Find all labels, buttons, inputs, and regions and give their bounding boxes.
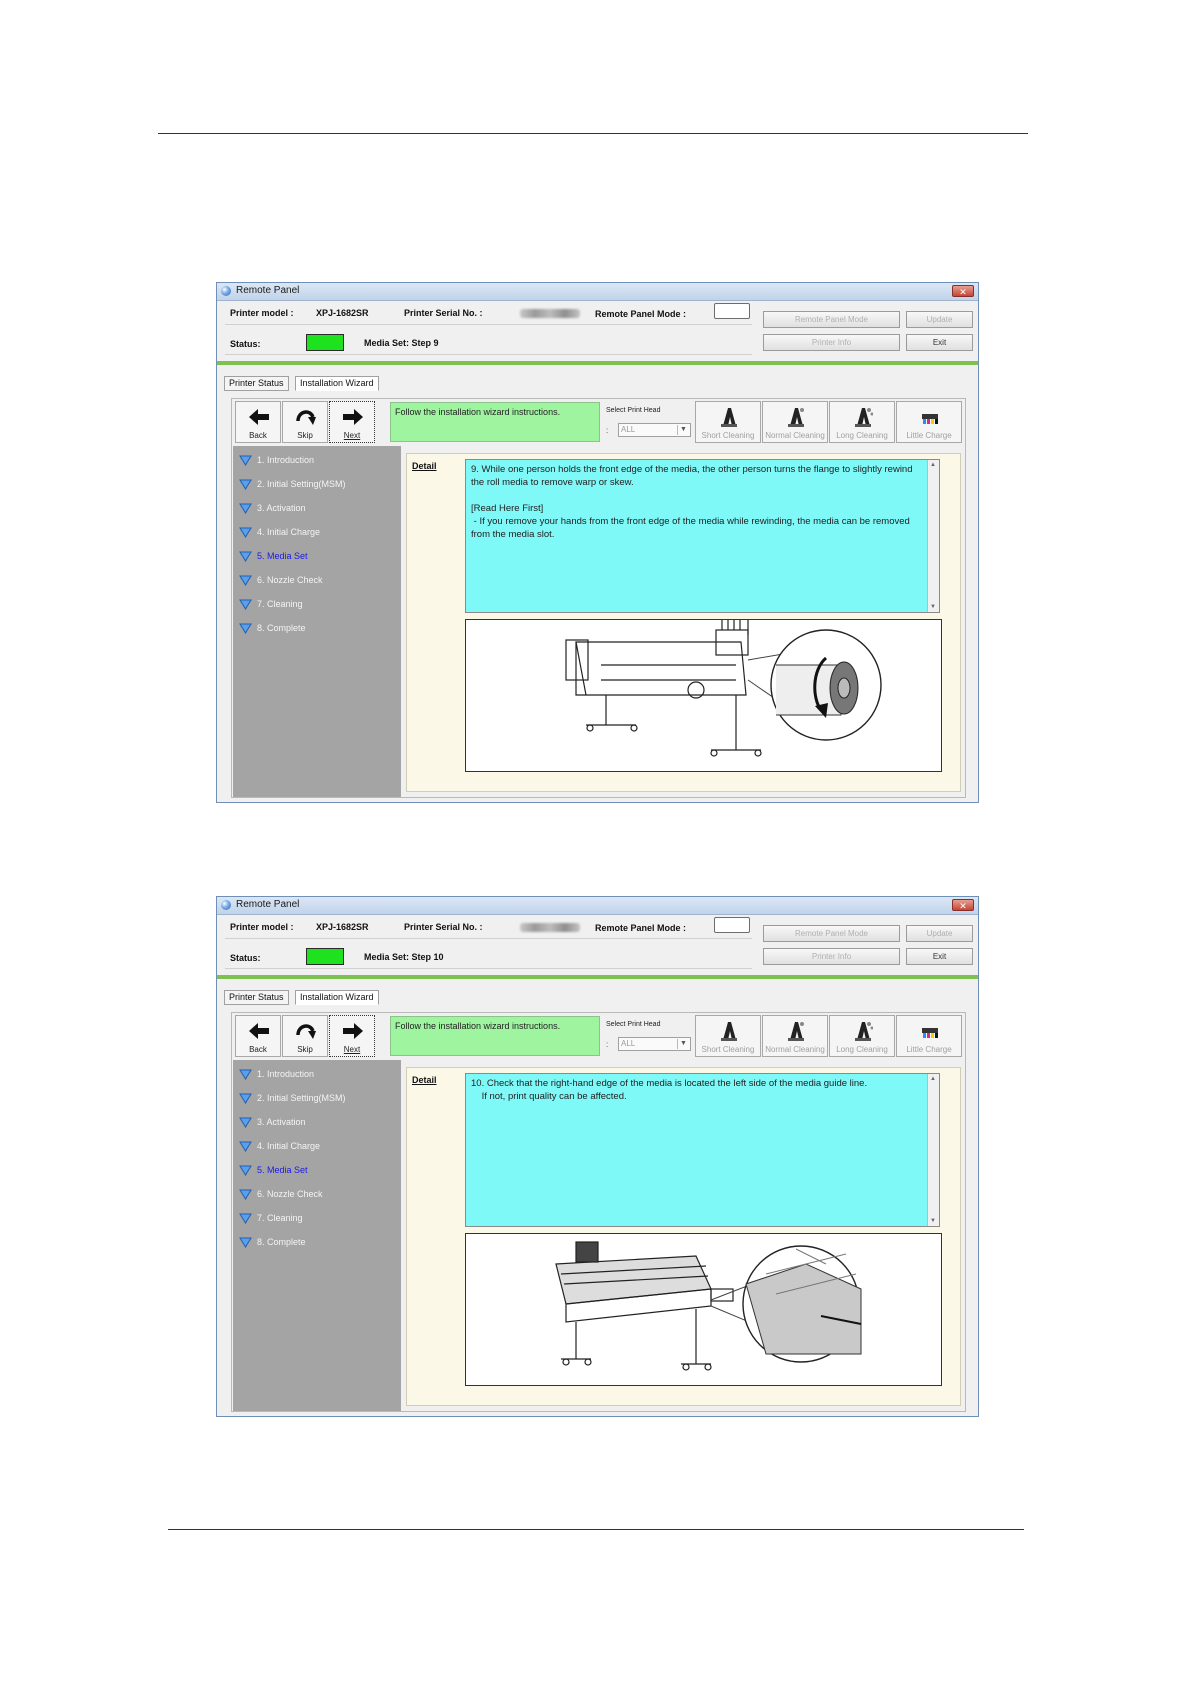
wizard-step-label: 5. Media Set	[257, 1165, 308, 1175]
detail-line: [Read Here First]	[471, 503, 544, 514]
wizard-step-label: 2. Initial Setting(MSM)	[257, 1093, 346, 1103]
back-label: Back	[249, 1045, 267, 1054]
serial-redacted	[520, 309, 580, 318]
back-button[interactable]	[235, 1015, 281, 1057]
detail-label: Detail	[412, 461, 437, 471]
normal-cleaning-button[interactable]	[762, 1015, 828, 1057]
wizard-step-label: 5. Media Set	[257, 551, 308, 561]
little-charge-button[interactable]	[896, 401, 962, 443]
detail-scrollbar[interactable]	[927, 1074, 939, 1226]
wizard-step-label: 8. Complete	[257, 623, 306, 633]
title-bar	[217, 283, 978, 301]
detail-line: - If you remove your hands from the front edge of the media while rewinding, the media can be removed from the media slot.	[471, 516, 913, 540]
wizard-step-label: 1. Introduction	[257, 455, 315, 465]
window-title: Remote Panel	[236, 285, 300, 296]
triangle-down-icon	[239, 1237, 252, 1248]
scroll-down-icon[interactable]: ▼	[930, 604, 936, 610]
status-indicator	[306, 334, 344, 351]
wizard-step-label: 8. Complete	[257, 1237, 306, 1247]
exit-button[interactable]: Exit	[906, 948, 973, 965]
next-label: Next	[343, 431, 361, 440]
remote-panel-mode-label: Remote Panel Mode :	[595, 923, 687, 933]
scroll-up-icon[interactable]: ▲	[930, 462, 936, 468]
wizard-step-label: 7. Cleaning	[257, 1213, 303, 1223]
tab-printer-status[interactable]: Printer Status	[224, 990, 289, 1005]
instruction-illustration	[465, 1233, 942, 1386]
printer-info-button[interactable]: Printer Info	[763, 334, 900, 351]
printer-media-guide-illustration-icon	[466, 1234, 941, 1385]
remote-panel-mode-indicator	[714, 303, 750, 319]
instruction-illustration	[465, 619, 942, 772]
long-cleaning-button[interactable]	[829, 1015, 895, 1057]
select-print-head-colon: :	[606, 1040, 609, 1049]
serial-redacted	[520, 923, 580, 932]
detail-line: 9. While one person holds the front edge of the media, the other person turns the flange to slightly rewind the roll media to remove warp or skew.	[471, 464, 916, 488]
triangle-down-icon	[239, 599, 252, 610]
app-icon	[221, 286, 231, 296]
remote-panel-mode-button[interactable]: Remote Panel Mode	[763, 311, 900, 328]
triangle-down-icon	[239, 1141, 252, 1152]
chevron-down-icon: ▼	[677, 1039, 689, 1049]
cleaning-head-icon	[786, 406, 806, 428]
select-print-head-colon: :	[606, 426, 609, 435]
triangle-down-icon	[239, 1117, 252, 1128]
detail-line: If not, print quality can be affected.	[471, 1091, 627, 1102]
long-cleaning-label: Long Cleaning	[836, 1045, 888, 1054]
back-label: Back	[249, 431, 267, 440]
ink-charge-icon	[920, 406, 940, 428]
print-head-select[interactable]	[618, 423, 691, 437]
cleaning-head-icon	[853, 406, 873, 428]
scroll-down-icon[interactable]: ▼	[930, 1218, 936, 1224]
wizard-panel	[231, 1012, 966, 1412]
serial-label: Printer Serial No. :	[404, 922, 483, 932]
update-button[interactable]: Update	[906, 925, 973, 942]
detail-scrollbar[interactable]	[927, 460, 939, 612]
wizard-step-label: 6. Nozzle Check	[257, 575, 323, 585]
detail-label: Detail	[412, 1075, 437, 1085]
wizard-step-label: 4. Initial Charge	[257, 1141, 321, 1151]
cleaning-head-icon	[719, 1020, 739, 1042]
triangle-down-icon	[239, 455, 252, 466]
cleaning-head-icon	[853, 1020, 873, 1042]
select-print-head-label: Select Print Head	[606, 407, 661, 414]
status-separator	[225, 354, 752, 355]
close-button[interactable]: ✕	[952, 285, 974, 297]
triangle-down-icon	[239, 1213, 252, 1224]
cleaning-head-icon	[719, 406, 739, 428]
select-print-head-label: Select Print Head	[606, 1021, 661, 1028]
detail-area	[406, 1067, 961, 1406]
remote-panel-mode-indicator	[714, 917, 750, 933]
step-sidebar	[233, 1060, 401, 1411]
printer-model-label: Printer model :	[230, 308, 294, 318]
top-page-rule	[158, 133, 1028, 134]
triangle-down-icon	[239, 551, 252, 562]
header-accent-band	[217, 361, 978, 365]
skip-arrow-icon	[295, 406, 317, 428]
little-charge-button[interactable]	[896, 1015, 962, 1057]
detail-line	[471, 489, 925, 502]
skip-arrow-icon	[295, 1020, 317, 1042]
triangle-down-icon	[239, 1069, 252, 1080]
header-accent-band	[217, 975, 978, 979]
back-arrow-icon	[248, 406, 270, 428]
header-separator	[225, 938, 752, 939]
triangle-down-icon	[239, 1189, 252, 1200]
printer-info-button[interactable]: Printer Info	[763, 948, 900, 965]
triangle-down-icon	[239, 1093, 252, 1104]
status-text: Media Set: Step 9	[364, 338, 439, 348]
wizard-step-label: 4. Initial Charge	[257, 527, 321, 537]
detail-text-box	[465, 459, 940, 613]
short-cleaning-button[interactable]	[695, 1015, 761, 1057]
triangle-down-icon	[239, 527, 252, 538]
skip-button[interactable]	[282, 401, 328, 443]
wizard-step-label: 6. Nozzle Check	[257, 1189, 323, 1199]
triangle-down-icon	[239, 503, 252, 514]
status-label: Status:	[230, 953, 261, 963]
wizard-step-label: 3. Activation	[257, 503, 306, 513]
normal-cleaning-button[interactable]	[762, 401, 828, 443]
wizard-step-label: 3. Activation	[257, 1117, 306, 1127]
wizard-step-label: 1. Introduction	[257, 1069, 315, 1079]
skip-label: Skip	[297, 1045, 313, 1054]
next-button[interactable]	[329, 401, 375, 443]
app-icon	[221, 900, 231, 910]
detail-text	[471, 1077, 925, 1103]
skip-label: Skip	[297, 431, 313, 440]
little-charge-label: Little Charge	[906, 1045, 952, 1054]
detail-text	[471, 463, 925, 541]
next-arrow-icon	[342, 406, 364, 428]
remote-panel-mode-label: Remote Panel Mode :	[595, 309, 687, 319]
remote-panel-mode-button[interactable]: Remote Panel Mode	[763, 925, 900, 942]
print-head-select-value: ALL	[621, 425, 636, 434]
instruction-message: Follow the installation wizard instructions.	[390, 402, 600, 442]
print-head-select[interactable]	[618, 1037, 691, 1051]
little-charge-label: Little Charge	[906, 431, 952, 440]
status-label: Status:	[230, 339, 261, 349]
print-head-select-value: ALL	[621, 1039, 636, 1048]
printer-model-value: XPJ-1682SR	[316, 308, 369, 318]
tab-installation-wizard[interactable]: Installation Wizard	[295, 990, 379, 1005]
chevron-down-icon: ▼	[677, 425, 689, 435]
remote-panel-window	[216, 896, 979, 1417]
detail-area	[406, 453, 961, 792]
short-cleaning-button[interactable]	[695, 401, 761, 443]
short-cleaning-label: Short Cleaning	[701, 1045, 755, 1054]
bottom-page-rule	[168, 1529, 1024, 1530]
skip-button[interactable]	[282, 1015, 328, 1057]
next-arrow-icon	[342, 1020, 364, 1042]
title-bar	[217, 897, 978, 915]
normal-cleaning-label: Normal Cleaning	[765, 1045, 825, 1054]
ink-charge-icon	[920, 1020, 940, 1042]
detail-line: 10. Check that the right-hand edge of the media is located the left side of the media guide line.	[471, 1078, 868, 1089]
printer-model-value: XPJ-1682SR	[316, 922, 369, 932]
scroll-up-icon[interactable]: ▲	[930, 1076, 936, 1082]
tab-printer-status[interactable]: Printer Status	[224, 376, 289, 391]
printer-flange-rewind-illustration-icon	[466, 620, 941, 771]
update-button[interactable]: Update	[906, 311, 973, 328]
next-label: Next	[343, 1045, 361, 1054]
exit-button[interactable]: Exit	[906, 334, 973, 351]
remote-panel-window	[216, 282, 979, 803]
normal-cleaning-label: Normal Cleaning	[765, 431, 825, 440]
short-cleaning-label: Short Cleaning	[701, 431, 755, 440]
tab-installation-wizard[interactable]: Installation Wizard	[295, 376, 379, 391]
status-indicator	[306, 948, 344, 965]
triangle-down-icon	[239, 1165, 252, 1176]
printer-model-label: Printer model :	[230, 922, 294, 932]
status-separator	[225, 968, 752, 969]
back-button[interactable]	[235, 401, 281, 443]
long-cleaning-label: Long Cleaning	[836, 431, 888, 440]
wizard-step-label: 7. Cleaning	[257, 599, 303, 609]
window-title: Remote Panel	[236, 899, 300, 910]
wizard-step-label: 2. Initial Setting(MSM)	[257, 479, 346, 489]
header-separator	[225, 324, 752, 325]
wizard-panel	[231, 398, 966, 798]
triangle-down-icon	[239, 623, 252, 634]
next-button[interactable]	[329, 1015, 375, 1057]
back-arrow-icon	[248, 1020, 270, 1042]
instruction-message: Follow the installation wizard instructions.	[390, 1016, 600, 1056]
triangle-down-icon	[239, 575, 252, 586]
detail-text-box	[465, 1073, 940, 1227]
long-cleaning-button[interactable]	[829, 401, 895, 443]
step-sidebar	[233, 446, 401, 797]
status-text: Media Set: Step 10	[364, 952, 444, 962]
cleaning-head-icon	[786, 1020, 806, 1042]
serial-label: Printer Serial No. :	[404, 308, 483, 318]
triangle-down-icon	[239, 479, 252, 490]
close-button[interactable]: ✕	[952, 899, 974, 911]
